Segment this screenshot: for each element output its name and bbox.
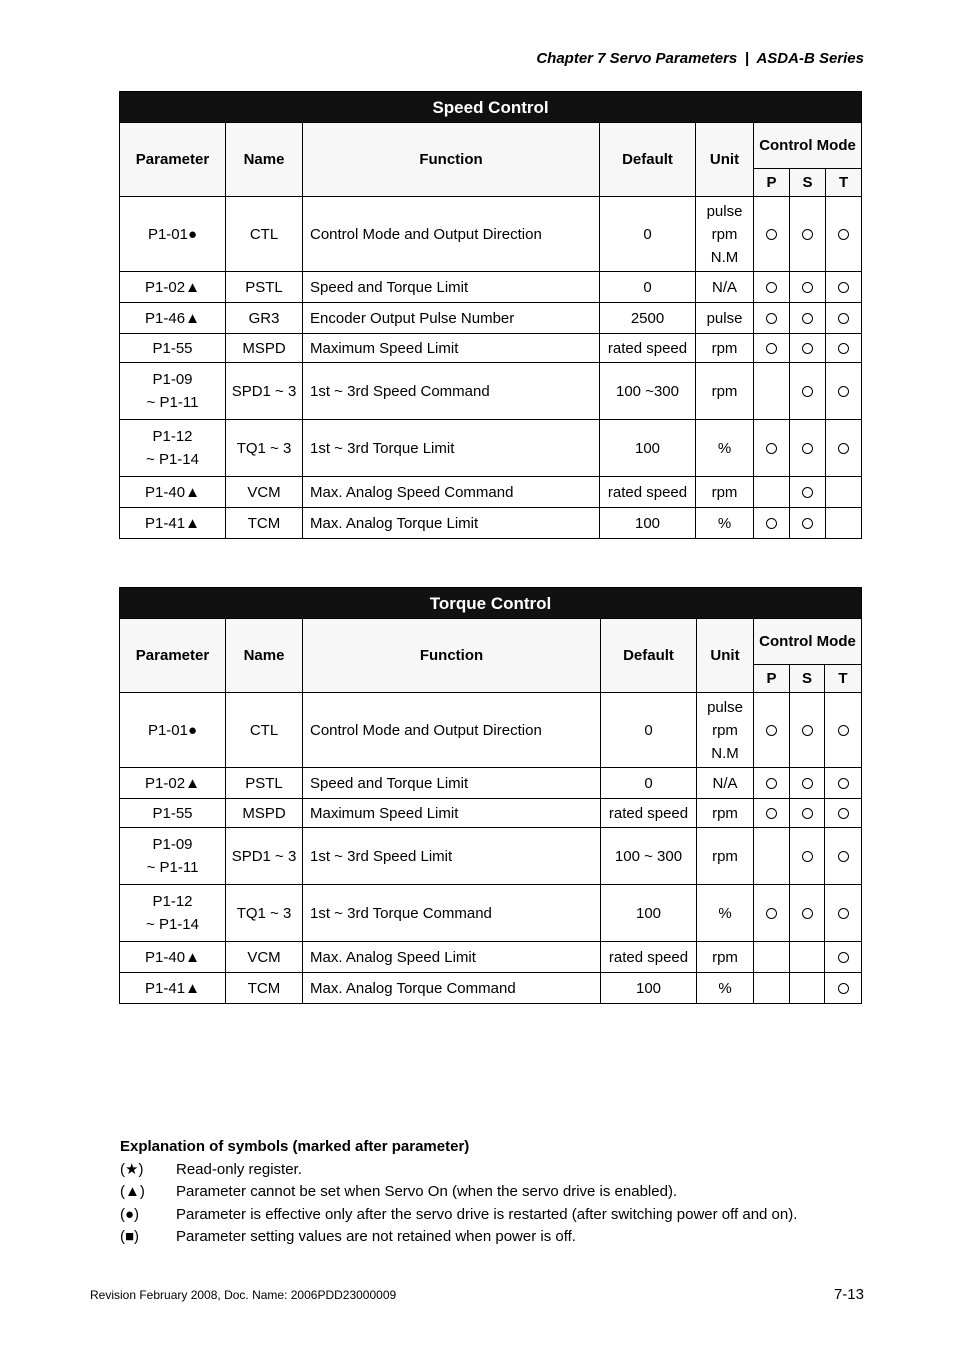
unit-cell [697,973,754,1004]
mode-circle-icon [838,386,849,397]
function-cell: Max. Analog Torque Limit [303,508,600,539]
mode-t-cell [826,508,862,539]
parameter-code: P1-40 [145,483,186,501]
mode-circle-icon [838,851,849,862]
unit-line: pulse [707,698,743,716]
mode-t-cell [826,272,862,303]
default-cell: rated speed [600,334,696,363]
legend-text: Read-only register. [176,1160,302,1178]
mode-circle-icon [802,313,813,324]
default-cell: 100 [600,508,696,539]
mode-p-cell [754,197,790,272]
unit-cell [696,303,754,334]
unit-cell [697,768,754,799]
parameter-cell [120,508,226,539]
function-cell: Maximum Speed Limit [303,334,600,363]
mode-p-cell [754,303,790,334]
unit-line: rpm [711,483,738,501]
header-s: S [790,665,825,693]
unit-line: N.M [710,248,739,266]
mode-t-cell [826,477,862,508]
default-cell: 2500 [600,303,696,334]
unit-cell [697,942,754,973]
table-row [120,272,862,303]
name-cell: TCM [226,973,303,1004]
mode-circle-icon [838,808,849,819]
unit-cell [696,508,754,539]
mode-s-cell [790,334,826,363]
mode-p-cell [754,973,790,1004]
table-row [120,197,862,272]
mode-circle-icon [838,443,849,454]
header-t: T [825,665,862,693]
mode-circle-icon [838,778,849,789]
mode-circle-icon [802,908,813,919]
mode-t-cell [825,799,862,828]
mode-circle-icon [766,443,777,454]
mode-t-cell [826,420,862,477]
parameter-code: P1-40 [145,948,186,966]
parameter-code: P1-02 [145,774,186,792]
name-cell: CTL [226,197,303,272]
mode-circle-icon [802,282,813,293]
unit-cell [697,799,754,828]
parameter-line: ~ P1-11 [146,394,199,411]
default-cell: 100 [601,885,697,942]
name-cell: GR3 [226,303,303,334]
page-number: 7-13 [833,1286,864,1303]
mode-p-cell [754,477,790,508]
legend-item [120,1226,797,1249]
mode-circle-icon [766,282,777,293]
parameter-code: P1-55 [152,804,193,822]
unit-line: rpm [712,948,738,966]
mode-s-cell [790,942,825,973]
table-caption: Speed Control [120,92,862,123]
default-cell: 0 [601,693,697,768]
default-cell: rated speed [601,799,697,828]
function-cell: Control Mode and Output Direction [303,693,601,768]
table-caption: Torque Control [120,588,862,619]
name-cell: SPD1 ~ 3 [226,828,303,885]
parameter-code: P1-41 [145,979,186,997]
mode-s-cell [790,828,825,885]
unit-cell [697,828,754,885]
mode-t-cell [825,693,862,768]
unit-line: N/A [711,278,737,296]
name-cell: PSTL [226,272,303,303]
mode-circle-icon [802,851,813,862]
parameter-code: P1-02 [145,278,186,296]
mode-circle-icon [838,229,849,240]
mode-p-cell [754,363,790,420]
torque-table-body [120,693,862,1004]
header-s: S [790,169,826,197]
header-default: Default [600,123,696,197]
table-row [120,942,862,973]
triangle-icon: ▲ [185,948,200,966]
unit-line: rpm [711,225,738,243]
mode-p-cell [754,272,790,303]
default-cell: 100 [601,973,697,1004]
name-cell: VCM [226,477,303,508]
function-cell: Control Mode and Output Direction [303,197,600,272]
name-cell: PSTL [226,768,303,799]
mode-s-cell [790,973,825,1004]
mode-circle-icon [766,808,777,819]
parameter-code: P1-41 [145,514,186,532]
table-row [120,885,862,942]
header-unit: Unit [697,619,754,693]
mode-s-cell [790,197,826,272]
parameter-line: P1-09 [152,371,193,388]
table-row [120,477,862,508]
mode-t-cell [826,197,862,272]
mode-circle-icon [838,343,849,354]
table-row [120,303,862,334]
unit-line: % [717,439,732,457]
mode-circle-icon [802,343,813,354]
header-p: P [754,169,790,197]
table-row [120,693,862,768]
name-cell: TCM [226,508,303,539]
header-unit: Unit [696,123,754,197]
mode-circle-icon [766,313,777,324]
header-function: Function [303,123,600,197]
name-cell: MSPD [226,334,303,363]
function-cell: 1st ~ 3rd Speed Limit [303,828,601,885]
mode-s-cell [790,363,826,420]
unit-cell [696,334,754,363]
table-row [120,334,862,363]
parameter-line: P1-12 [152,893,193,910]
speed-table-body [120,197,862,539]
parameter-cell [120,693,226,768]
name-cell: SPD1 ~ 3 [226,363,303,420]
unit-line: N/A [712,774,738,792]
parameter-line: ~ P1-14 [146,451,199,468]
unit-cell [696,197,754,272]
function-cell: 1st ~ 3rd Torque Command [303,885,601,942]
mode-circle-icon [802,518,813,529]
parameter-cell [120,363,226,420]
mode-p-cell [754,942,790,973]
mode-circle-icon [838,313,849,324]
unit-line: N.M [711,744,739,762]
parameter-cell [120,973,226,1004]
mode-circle-icon [802,808,813,819]
mode-circle-icon [766,778,777,789]
parameter-line: P1-12 [152,428,193,445]
parameter-cell [120,942,226,973]
legend-text: Parameter setting values are not retained when power is off. [176,1228,576,1246]
table-row [120,799,862,828]
function-cell: Max. Analog Torque Command [303,973,601,1004]
header-control-mode: Control Mode [754,123,862,169]
parameter-code: P1-01 [147,721,188,739]
mode-s-cell [790,272,826,303]
legend-item [120,1181,797,1204]
parameter-code: P1-46 [145,309,186,327]
unit-line: pulse [706,202,743,220]
mode-s-cell [790,477,826,508]
parameter-line: ~ P1-11 [146,859,199,876]
name-cell: MSPD [226,799,303,828]
unit-line: rpm [712,847,738,865]
default-cell: 100 [600,420,696,477]
mode-circle-icon [766,725,777,736]
parameter-line: ~ P1-14 [146,916,199,933]
unit-cell [696,272,754,303]
default-cell: 0 [600,272,696,303]
function-cell: Encoder Output Pulse Number [303,303,600,334]
mode-circle-icon [802,386,813,397]
legend-symbol-square-icon: (■) [120,1228,140,1246]
function-cell: 1st ~ 3rd Speed Command [303,363,600,420]
mode-s-cell [790,508,826,539]
parameter-cell [120,197,226,272]
mode-t-cell [825,828,862,885]
unit-line: rpm [712,804,738,822]
function-cell: Max. Analog Speed Limit [303,942,601,973]
mode-s-cell [790,768,825,799]
default-cell: rated speed [601,942,697,973]
mode-circle-icon [838,983,849,994]
mode-circle-icon [838,282,849,293]
default-cell: 100 ~ 300 [601,828,697,885]
parameter-cell [120,768,226,799]
unit-line: rpm [712,721,738,739]
speed-control-table [119,91,862,539]
mode-circle-icon [838,908,849,919]
header-parameter: Parameter [120,619,226,693]
function-cell: 1st ~ 3rd Torque Limit [303,420,600,477]
header-default: Default [601,619,697,693]
header-name: Name [226,123,303,197]
triangle-icon: ▲ [185,278,200,296]
name-cell: TQ1 ~ 3 [226,885,303,942]
default-cell: 0 [600,197,696,272]
mode-circle-icon [802,725,813,736]
header-t: T [826,169,862,197]
mode-circle-icon [802,778,813,789]
name-cell: CTL [226,693,303,768]
header-name: Name [226,619,303,693]
unit-line: rpm [711,382,738,400]
parameter-cell [120,477,226,508]
parameter-code: P1-01 [147,225,188,243]
unit-line: % [718,904,732,922]
triangle-icon: ▲ [185,309,200,327]
header-p: P [754,665,790,693]
revision-footer: Revision February 2008, Doc. Name: 2006PDD23000009 [90,1288,397,1302]
table-row [120,973,862,1004]
mode-s-cell [790,303,826,334]
table-row [120,768,862,799]
chapter-header: Chapter 7 Servo Parameters | ASDA-B Series [536,50,864,67]
function-cell: Speed and Torque Limit [303,768,601,799]
unit-line: % [717,514,732,532]
parameter-cell [120,885,226,942]
torque-control-table [119,587,862,1004]
function-cell: Speed and Torque Limit [303,272,600,303]
mode-p-cell [754,508,790,539]
default-cell: rated speed [600,477,696,508]
parameter-cell [120,272,226,303]
parameter-cell [120,303,226,334]
parameter-cell [120,334,226,363]
triangle-icon: ▲ [185,979,200,997]
legend-text: Parameter cannot be set when Servo On (when the servo drive is enabled). [176,1183,678,1201]
legend-symbol-star-icon: (★) [120,1161,144,1179]
mode-t-cell [826,303,862,334]
function-cell: Max. Analog Speed Command [303,477,600,508]
mode-circle-icon [838,725,849,736]
mode-s-cell [790,799,825,828]
mode-p-cell [754,799,790,828]
parameter-line: P1-09 [152,836,193,853]
mode-p-cell [754,334,790,363]
name-cell: VCM [226,942,303,973]
mode-circle-icon [766,908,777,919]
mode-circle-icon [802,443,813,454]
mode-circle-icon [802,229,813,240]
mode-t-cell [825,942,862,973]
triangle-icon: ▲ [185,483,200,501]
unit-cell [696,420,754,477]
mode-p-cell [754,828,790,885]
legend-item [120,1203,797,1226]
parameter-cell [120,420,226,477]
table-row [120,828,862,885]
mode-circle-icon [766,518,777,529]
header-parameter: Parameter [120,123,226,197]
table-row [120,363,862,420]
triangle-icon: ▲ [185,774,200,792]
legend-item [120,1158,797,1181]
legend-text: Parameter is effective only after the servo drive is restarted (after switching power off and on). [176,1205,798,1223]
triangle-icon: ▲ [185,514,200,532]
header-control-mode: Control Mode [754,619,862,665]
filled-circle-icon: ● [187,225,198,243]
header-function: Function [303,619,601,693]
symbol-legend [120,1138,797,1248]
mode-circle-icon [766,343,777,354]
mode-p-cell [754,768,790,799]
unit-line: pulse [706,309,743,327]
mode-p-cell [754,885,790,942]
parameter-cell [120,828,226,885]
mode-s-cell [790,885,825,942]
legend-title: Explanation of symbols (marked after parameter) [120,1138,470,1155]
mode-circle-icon [802,487,813,498]
parameter-code: P1-55 [152,339,193,357]
unit-cell [697,885,754,942]
mode-t-cell [825,768,862,799]
mode-s-cell [790,420,826,477]
mode-circle-icon [766,229,777,240]
mode-t-cell [826,334,862,363]
unit-cell [696,363,754,420]
parameter-cell [120,799,226,828]
table-row [120,420,862,477]
filled-circle-icon: ● [187,721,198,739]
unit-line: % [718,979,732,997]
mode-t-cell [825,973,862,1004]
unit-cell [696,477,754,508]
mode-s-cell [790,693,825,768]
unit-line: rpm [711,339,738,357]
table-row [120,508,862,539]
mode-t-cell [825,885,862,942]
mode-circle-icon [838,952,849,963]
default-cell: 100 ~300 [600,363,696,420]
unit-cell [697,693,754,768]
mode-p-cell [754,420,790,477]
function-cell: Maximum Speed Limit [303,799,601,828]
default-cell: 0 [601,768,697,799]
name-cell: TQ1 ~ 3 [226,420,303,477]
legend-symbol-circle-icon: (●) [120,1205,140,1223]
mode-t-cell [826,363,862,420]
legend-symbol-triangle-icon: (▲) [120,1183,145,1201]
mode-p-cell [754,693,790,768]
